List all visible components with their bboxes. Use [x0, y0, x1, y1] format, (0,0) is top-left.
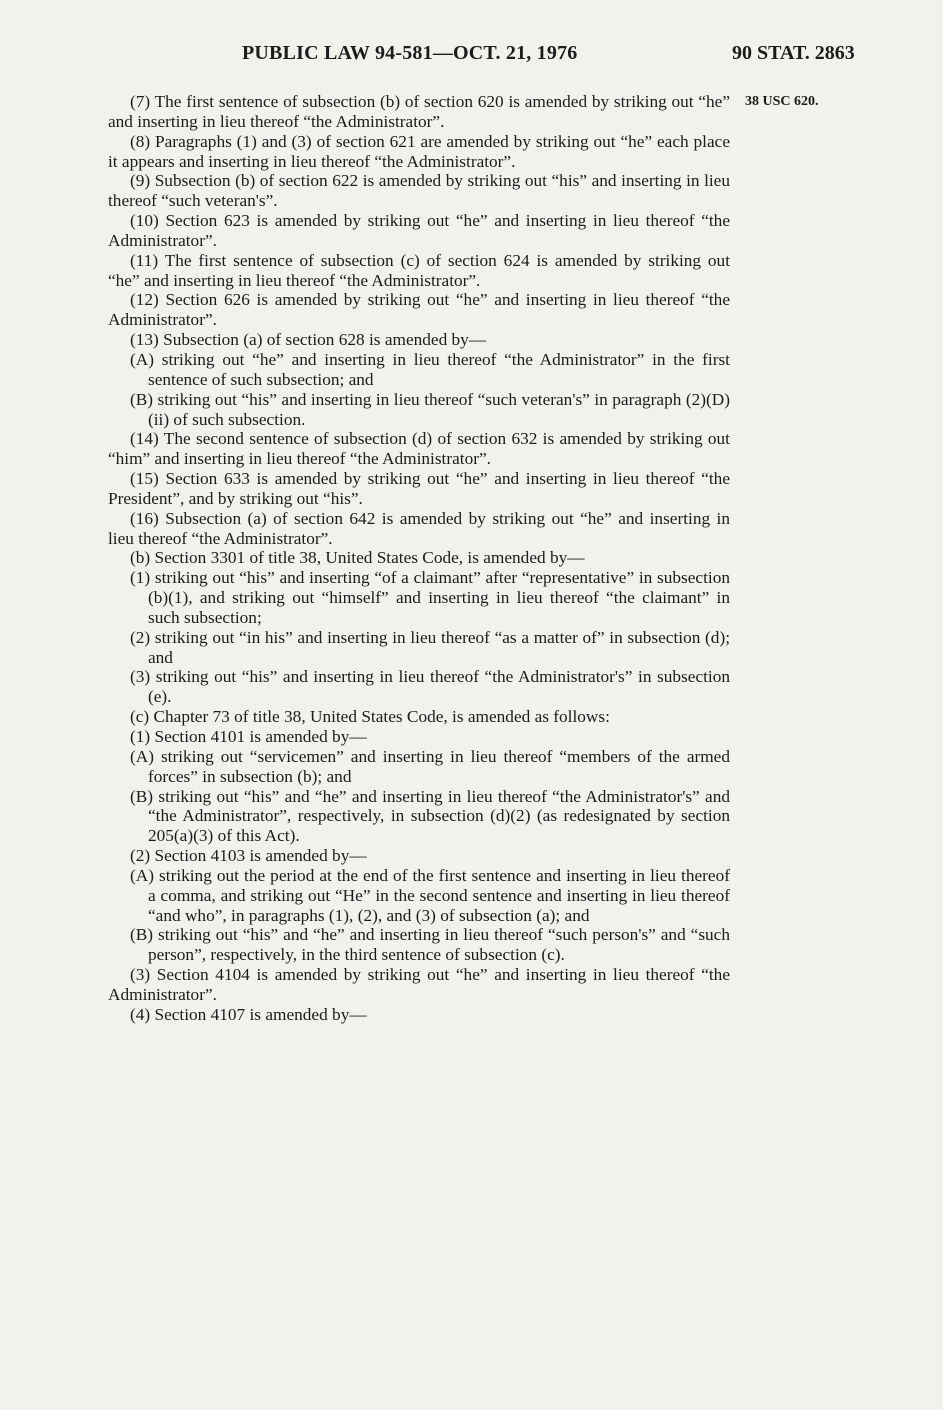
paragraph-13-b: (B) striking out “his” and inserting in lieu thereof “such veteran's” in paragraph (2)(D)(ii) of such subsection. — [130, 389, 730, 429]
subsection-c-2: (2) Section 4103 is amended by— — [130, 846, 367, 866]
subsection-c-3: (3) Section 4104 is amended by striking out “he” and inserting in lieu thereof “the Administrator”. — [108, 965, 730, 1004]
subsection-c-2-b: (B) striking out “his” and “he” and inserting in lieu thereof “such person's” and “such person”, respectively, in the third sentence of subsection (c). — [130, 925, 730, 965]
document-body — [108, 92, 730, 1025]
subsection-c-1-a: (A) striking out “servicemen” and inserting in lieu thereof “members of the armed forces” in subsection (b); and — [130, 746, 730, 786]
paragraph-15: (15) Section 633 is amended by striking out “he” and inserting in lieu thereof “the President”, and by striking out “his”. — [108, 469, 730, 508]
paragraph-12: (12) Section 626 is amended by striking out “he” and inserting in lieu thereof “the Administrator”. — [108, 290, 730, 330]
margin-citation: 38 USC 620. — [745, 94, 819, 109]
paragraph-13: (13) Subsection (a) of section 628 is amended by— — [130, 330, 487, 350]
paragraph-8: (8) Paragraphs (1) and (3) of section 621 are amended by striking out “he” each place it appears and inserting in lieu thereof “the Administrator”. — [108, 131, 730, 171]
paragraph-13-a: (A) striking out “he” and inserting in lieu thereof “the Administrator” in the first sentence of such subsection; and — [130, 349, 730, 389]
page-header — [0, 42, 943, 72]
subsection-c-1-b: (B) striking out “his” and “he” and inserting in lieu thereof “the Administrator's” and “the Administrator”, respectively, in subsection (d)(2) (as redesignated by section 205(a)(3) of this Act). — [130, 786, 730, 846]
statute-page-number: 90 STAT. 2863 — [732, 42, 855, 64]
subsection-b-3: (3) striking out “his” and inserting in lieu thereof “the Administrator's” in subsection (e). — [130, 667, 730, 707]
paragraph-14: (14) The second sentence of subsection (d) of section 632 is amended by striking out “him” and inserting in lieu thereof “the Administrator”. — [108, 429, 730, 469]
paragraph-10: (10) Section 623 is amended by striking out “he” and inserting in lieu thereof “the Administrator”. — [108, 211, 730, 250]
subsection-c: (c) Chapter 73 of title 38, United States Code, is amended as follows: — [130, 707, 610, 727]
subsection-b-2: (2) striking out “in his” and inserting in lieu thereof “as a matter of” in subsection (d); and — [130, 627, 730, 667]
paragraph-11: (11) The first sentence of subsection (c) of section 624 is amended by striking out “he” and inserting in lieu thereof “the Administrator”. — [108, 250, 730, 290]
paragraph-16: (16) Subsection (a) of section 642 is amended by striking out “he” and inserting in lieu thereof “the Administrator”. — [108, 508, 730, 548]
subsection-c-2-a: (A) striking out the period at the end of the first sentence and inserting in lieu thereof a comma, and striking out “He” in the second sentence and inserting in lieu thereof “and who”, in paragraphs (1), (2), and (3) of subsection (a); and — [130, 865, 730, 925]
paragraph-9: (9) Subsection (b) of section 622 is amended by striking out “his” and inserting in lieu thereof “such veteran's”. — [108, 171, 730, 211]
paragraph-7: (7) The first sentence of subsection (b) of section 620 is amended by striking out “he” and inserting in lieu thereof “the Administrator”. — [108, 92, 730, 131]
running-head-title: PUBLIC LAW 94-581—OCT. 21, 1976 — [242, 42, 578, 64]
subsection-b: (b) Section 3301 of title 38, United States Code, is amended by— — [130, 548, 585, 568]
subsection-c-1: (1) Section 4101 is amended by— — [130, 727, 367, 746]
subsection-c-4: (4) Section 4107 is amended by— — [130, 1004, 367, 1024]
subsection-b-1: (1) striking out “his” and inserting “of a claimant” after “representative” in subsection (b)(1), and striking out “himself” and inserting in lieu thereof “the claimant” in such subsection; — [130, 568, 730, 627]
